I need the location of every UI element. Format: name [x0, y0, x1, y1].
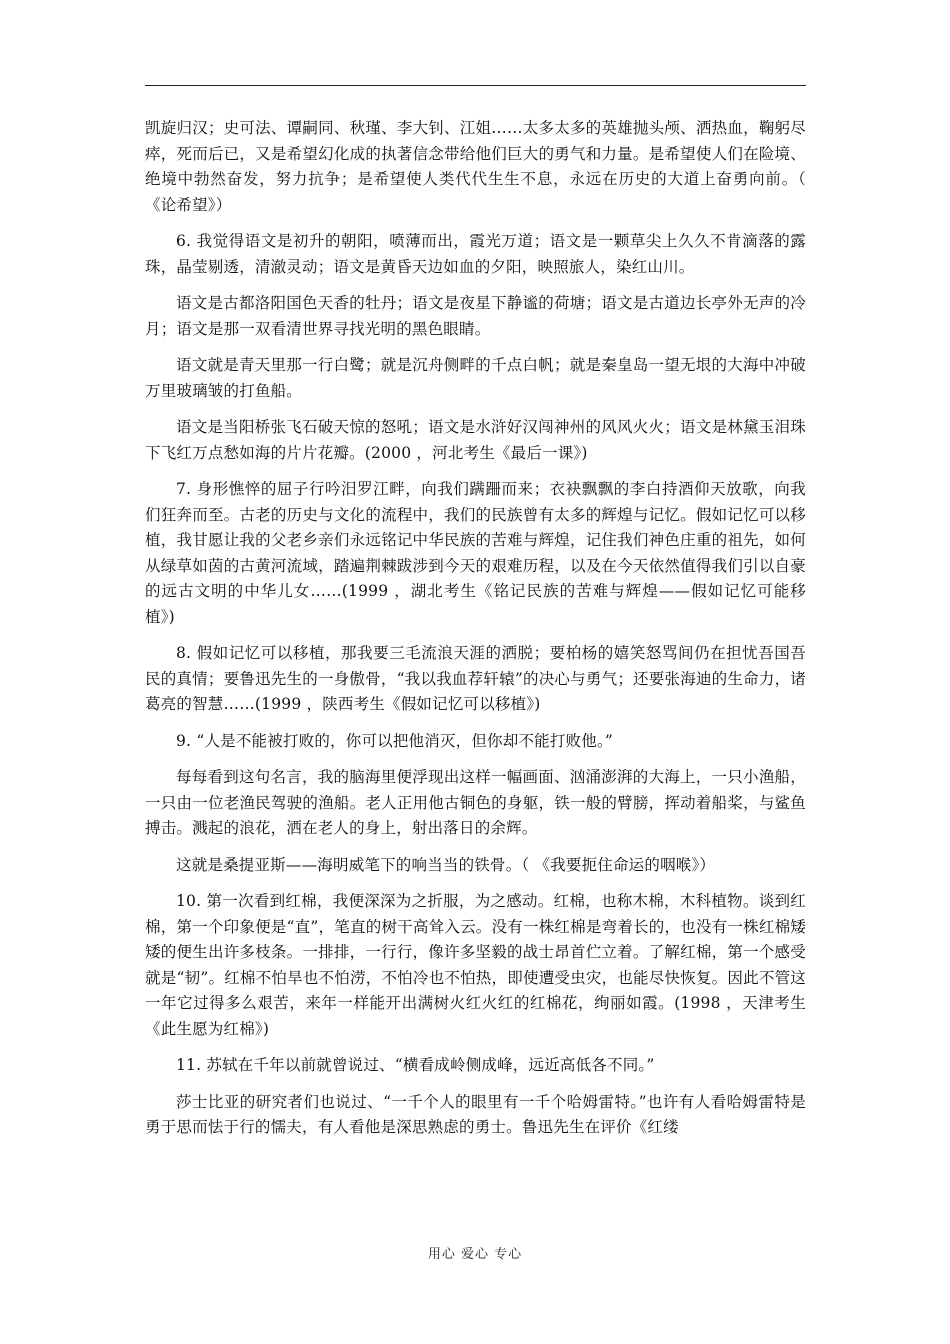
page-footer: 用心 爱心 专心	[427, 1247, 523, 1262]
paragraph: 语文是古都洛阳国色天香的牡丹；语文是夜星下静谧的荷塘；语文是古道边长亭外无声的冷月；语文是那一双看清世界寻找光明的黑色眼睛。	[145, 294, 806, 338]
paragraph: 9. “人是不能被打败的，你可以把他消灭，但你却不能打败他。”	[176, 731, 614, 750]
paragraph: 7. 身形憔悴的屈子行吟汨罗江畔，向我们蹒跚而来；衣袂飘飘的李白持酒仰天放歌，向我们狂奔而至。古老的历史与文化的流程中，我们的民族曾有太多的辉煌与记忆。假如记忆可以移植，我甘愿让我的父老乡亲们永远铭记中华民族的苦难与辉煌，记住我们神色庄重的祖先，如何从绿草如茵的古黄河流域，踏遍荆棘跋涉到今天的艰难历程，以及在今天依然值得我们引以自豪的远古文明的中华儿女……(1999 ，湖北考生《铭记民族的苦难与辉煌——假如记忆可能移植》)	[145, 480, 806, 626]
paragraph: 这就是桑提亚斯——海明威笔下的响当当的铁骨。（ 《我要扼住命运的咽喉》）	[176, 855, 716, 874]
paragraph: 11. 苏轼在千年以前就曾说过、“横看成岭侧成峰，远近高低各不同。”	[176, 1056, 655, 1074]
paragraph: 6. 我觉得语文是初升的朝阳，喷薄而出，霞光万道；语文是一颗草尖上久久不肯滴落的露珠，晶莹剔透，清澈灵动；语文是黄昏天边如血的夕阳，映照旅人，染红山川。	[145, 232, 806, 276]
paragraph: 语文就是青天里那一行白鹭；就是沉舟侧畔的千点白帆；就是秦皇岛一望无垠的大海中冲破万里玻璃皱的打鱼船。	[145, 356, 806, 400]
paragraph: 每每看到这句名言，我的脑海里便浮现出这样一幅画面、汹涌澎湃的大海上，一只小渔船，一只由一位老渔民驾驶的渔船。老人正用他古铜色的身躯，铁一般的臂膀，挥动着船桨，与鲨鱼搏击。溅起的浪花，洒在老人的身上，射出落日的余辉。	[145, 768, 806, 837]
paragraph: 莎士比亚的研究者们也说过、“一千个人的眼里有一千个哈姆雷特。”也许有人看哈姆雷特是勇于思而怯于行的懦夫，有人看他是深思熟虑的勇士。鲁迅先生在评价《红缕	[145, 1092, 806, 1136]
paragraph: 凯旋归汉；史可法、谭嗣同、秋瑾、李大钊、江姐……太多太多的英雄抛头颅、洒热血，鞠躬尽瘁，死而后已，又是希望幻化成的执著信念带给他们巨大的勇气和力量。是希望使人们在险境、绝境中勃然奋发，努力抗争；是希望使人类代代生生不息，永远在历史的大道上奋勇向前。（ 《论希望》）	[145, 119, 806, 214]
document-body	[145, 116, 806, 1152]
paragraph: 10. 第一次看到红棉，我便深深为之折服，为之感动。红棉，也称木棉，木科植物。谈到红棉，第一个印象便是“直”，笔直的树干高耸入云。没有一株红棉是弯着长的，也没有一株红棉矮矮的便生出许多枝条。一排排，一行行，像许多坚毅的战士昂首伫立着。了解红棉，第一个感受就是“韧”。红棉不怕旱也不怕涝，不怕冷也不怕热，即使遭受虫灾，也能尽快恢复。因此不管这一年它过得多么艰苦，来年一样能开出满树火红火红的红棉花，绚丽如霞。(1998 ，天津考生《此生愿为红棉》)	[145, 892, 806, 1038]
paragraph: 8. 假如记忆可以移植，那我要三毛流浪天涯的洒脱；要柏杨的嬉笑怒骂间仍在担忧吾国吾民的真情；要鲁迅先生的一身傲骨，“我以我血荐轩辕”的决心与勇气；还要张海迪的生命力，诸葛亮的智慧……(1999 ，陕西考生《假如记忆可以移植》)	[145, 644, 806, 713]
header-rule	[145, 85, 806, 86]
paragraph: 语文是当阳桥张飞石破天惊的怒吼；语文是水浒好汉闯神州的风风火火；语文是林黛玉泪珠下飞红万点愁如海的片片花瓣。(2000 ，河北考生《最后一课》)	[145, 418, 806, 462]
